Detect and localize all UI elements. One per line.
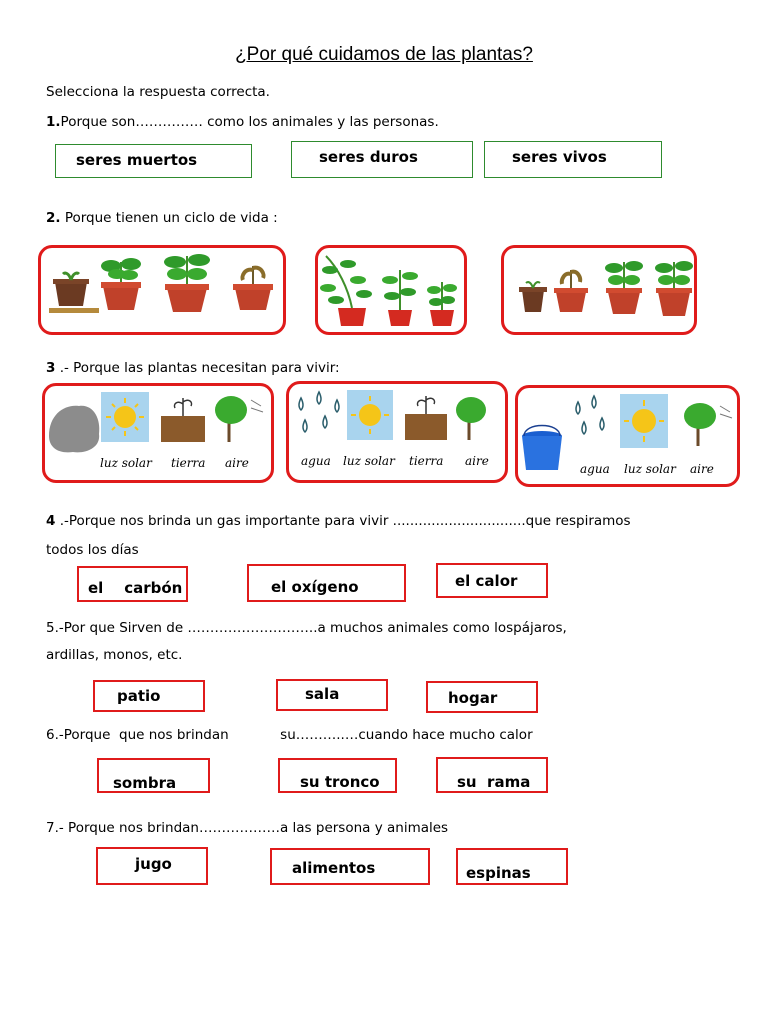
q3-p1-label-3: aire [225,456,249,470]
q6-option-3[interactable] [436,757,548,793]
q2-option-2-panel[interactable] [315,245,467,335]
question-4-text: .-Porque nos brinda un gas importante para vivir ...............................que respiramos [55,513,631,529]
q4-option-3[interactable] [436,563,548,598]
q1-option-3[interactable] [484,141,662,178]
q6-option-2[interactable] [278,758,397,793]
q3-p1-label-1: luz solar [100,456,152,470]
page-title: ¿Por qué cuidamos de las plantas? [235,44,533,65]
plant-decline-sequence-image [504,248,694,332]
q3-p2-label-1: agua [301,454,331,468]
question-5-text-2: ardillas, monos, etc. [46,647,183,663]
q7-option-2-label: alimentos [292,859,376,877]
question-3 [46,360,340,376]
q3-p2-label-3: tierra [409,454,444,468]
q1-option-3-label: seres vivos [512,148,607,166]
q7-option-1-label: jugo [135,855,172,873]
plant-growth-sequence-image [41,248,283,332]
q4-option-1[interactable] [77,566,188,602]
q3-p1-label-2: tierra [171,456,206,470]
plants-in-pots-image [318,248,464,332]
question-6-text: 6.-Porque que nos brindan su………..…cuando hace mucho calor [46,727,533,743]
q7-option-3-label: espinas [466,864,531,882]
q7-option-3[interactable] [456,848,568,885]
q3-p3-label-1: agua [580,462,610,476]
question-5-text: 5.-Por que Sirven de ………………………..a muchos animales como lospájaros, [46,620,567,636]
q3-p2-label-2: luz solar [343,454,395,468]
q6-option-3-label: su rama [457,773,531,791]
q4-option-3-label: el calor [455,572,518,590]
q6-option-2-label: su tronco [300,773,380,791]
question-2-number: 2. [46,210,61,226]
question-1 [46,114,439,130]
q7-option-2[interactable] [270,848,430,885]
q6-option-1[interactable] [97,758,210,793]
question-2-text: Porque tienen un ciclo de vida : [60,210,278,226]
q5-option-3[interactable] [426,681,538,713]
q5-option-1[interactable] [93,680,205,712]
question-7-text: 7.- Porque nos brindan………………a las persona y animales [46,820,449,836]
q7-option-1[interactable] [96,847,208,885]
question-1-text: Porque son…………… como los animales y las personas. [60,114,439,130]
question-4 [46,513,631,529]
q2-option-3-panel[interactable] [501,245,697,335]
q3-p3-label-3: aire [690,462,714,476]
question-2 [46,210,278,226]
question-4-number: 4 [46,513,56,529]
instruction-text: Selecciona la respuesta correcta. [46,84,270,100]
question-4-text-2: todos los días [46,542,139,558]
q4-option-2[interactable] [247,564,406,602]
q1-option-1[interactable] [55,144,252,178]
q5-option-2-label: sala [305,685,340,703]
q5-option-2[interactable] [276,679,388,711]
q5-option-3-label: hogar [448,689,498,707]
q4-option-1-label: el carbón [88,579,183,597]
q3-p3-label-2: luz solar [624,462,676,476]
q1-option-2[interactable] [291,141,473,178]
q4-option-2-label: el oxígeno [271,578,359,596]
question-3-text: .- Porque las plantas necesitan para vivir: [55,360,340,376]
q6-option-1-label: sombra [113,774,177,792]
question-1-number: 1. [46,114,61,130]
q1-option-1-label: seres muertos [76,151,198,169]
q1-option-2-label: seres duros [319,148,418,166]
q3-option-3-panel[interactable] [515,385,740,487]
q3-option-1-panel[interactable] [42,383,274,483]
q5-option-1-label: patio [117,687,161,705]
q3-option-2-panel[interactable] [286,381,508,483]
q3-p2-label-4: aire [465,454,489,468]
q2-option-1-panel[interactable] [38,245,286,335]
question-3-number: 3 [46,360,56,376]
